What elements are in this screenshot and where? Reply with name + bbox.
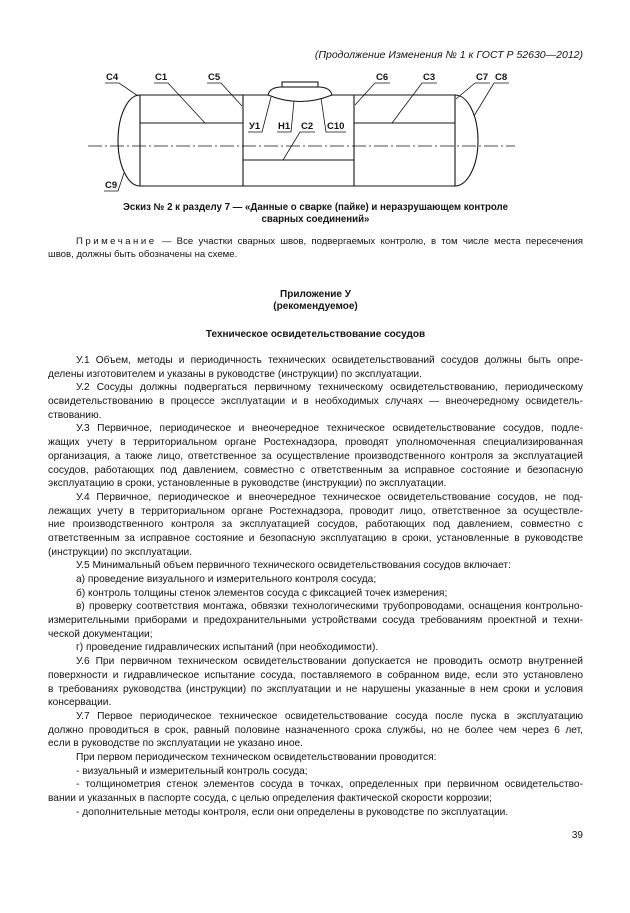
- paragraph: [48, 587, 583, 601]
- paragraph-line: г) проведение гидравлических испытаний (при необходимости).: [76, 642, 379, 654]
- paragraph-line: жащих учету в территориальном органе Ростехнадзора, проводят уполномоченная специализированная: [48, 437, 583, 449]
- paragraph-line: При первом периодическом техническом освидетельствовании проводится:: [76, 751, 437, 763]
- nozzle-flange: [282, 82, 318, 87]
- paragraph-line: делены изготовителем и указаны в руководстве (инструкции) по эксплуатации.: [48, 368, 422, 380]
- weld-label-c6: С6: [376, 72, 389, 83]
- paragraph-line: сосудов, работающих под давлением, совместно с ответственным за исправное состояние и безопасную: [48, 464, 583, 476]
- weld-label-c9: С9: [105, 180, 118, 191]
- appendix-heading: [48, 289, 583, 313]
- paragraph: [48, 655, 583, 710]
- leader-c3: [392, 83, 437, 123]
- paragraph-line: должно проводиться в срок, равный половине назначенного срока службы, но не более чем через 6 лет,: [48, 724, 583, 736]
- paragraph: [48, 491, 583, 559]
- note-label: Примечание: [76, 236, 157, 247]
- paragraph: [48, 381, 583, 422]
- appendix-label: Приложение У: [280, 289, 351, 300]
- paragraph-line: эксплуатацию в сроки, установленные в руководстве (инструкции) по эксплуатации.: [48, 478, 447, 490]
- paragraph-line: ствованию.: [48, 409, 102, 421]
- appendix-status: (рекомендуемое): [273, 301, 358, 312]
- paragraph-line: консервации.: [48, 697, 112, 709]
- paragraph: [48, 806, 583, 820]
- weld-label-c8: С8: [495, 72, 508, 83]
- paragraph: [48, 559, 583, 573]
- paragraph-line: б) контроль толщины стенок элементов сосуда с фиксацией точек измерения;: [76, 587, 448, 599]
- leader-c8: [474, 83, 509, 116]
- note-text: — Все участки сварных швов, подвергаемых контролю, в том числе места пересечения: [161, 236, 583, 247]
- right-head: [455, 95, 478, 186]
- paragraph-line: - толщинометрия стенок элементов сосуда в точках, определенных при первичном освидетельство-: [76, 779, 583, 791]
- paragraph: [48, 778, 583, 805]
- appendix-title: Техническое освидетельствование сосудов: [205, 329, 426, 340]
- paragraph: [48, 600, 583, 641]
- figure-note: [48, 236, 583, 261]
- nozzle-intersection-curve: [268, 95, 332, 102]
- paragraph-line: а) проведение визуального и измерительного контроля сосуда;: [76, 574, 377, 585]
- paragraph: [48, 765, 583, 779]
- paragraph-line: У.1 Объем, методы и периодичность технических освидетельствований сосудов должны быть опре-: [76, 355, 583, 366]
- paragraph: [48, 710, 583, 751]
- paragraph-line: У.4 Первичное, периодическое и внеочередное техническое освидетельствование сосудов, не под-: [76, 491, 583, 503]
- note-line: [48, 236, 583, 249]
- paragraph-line: У.7 Первое периодическое техническое освидетельствование сосуда после пуска в эксплуатацию: [76, 710, 583, 722]
- weld-label-n1: Н1: [278, 121, 291, 132]
- nozzle: [268, 82, 332, 102]
- vessel-weld-sketch: [0, 0, 630, 200]
- paragraph: [48, 641, 583, 655]
- paragraph-line: поверхности и гидравлическое испытание сосуда, поставляемого в собранном виде, если это установлено: [48, 669, 583, 681]
- weld-label-c5: С5: [208, 72, 221, 83]
- weld-label-c10: С10: [327, 121, 345, 132]
- paragraph-line: У.6 При первичном техническом освидетельствовании допускается не проводить осмотр внутренней: [76, 656, 583, 668]
- paragraph-line: У.2 Сосуды должны подвергаться первичному техническому освидетельствованию, периодическому: [76, 382, 583, 394]
- paragraph-line: ческой документации;: [48, 628, 153, 640]
- paragraph-line: У.5 Минимальный объем первичного технического освидетельствования сосудов включает:: [76, 560, 511, 572]
- nozzle-right-wall: [318, 87, 332, 95]
- paragraph-line: У.3 Первичное, периодическое и внеочередное техническое освидетельствование сосудов, подле-: [76, 423, 583, 435]
- weld-label-c7: С7: [476, 72, 489, 83]
- paragraph-line: вании и указанных в паспорте сосуда, с целью определения фактической скорости коррозии;: [48, 793, 492, 804]
- weld-label-c1: С1: [155, 72, 168, 83]
- caption-line: сварных соединений»: [261, 214, 370, 225]
- paragraph-line: ответственным за исправное состояние и безопасную эксплуатацию в сроки, установленные в руководстве: [48, 532, 583, 544]
- left-head: [118, 95, 140, 186]
- paragraph-line: в) проверку соответствия монтажа, обвязки технологическими трубопроводами, оснащения контрольно-: [76, 601, 583, 613]
- weld-label-c3: С3: [423, 72, 436, 83]
- leader-c1: [154, 83, 205, 123]
- paragraph: [48, 751, 583, 765]
- running-title: (Продолжение Изменения № 1 к ГОСТ Р 52630—2012): [314, 49, 583, 61]
- vessel-body: [118, 95, 478, 186]
- paragraph-line: измерительными приборами и предохранительными устройствами сосуда требованиям проектной и техни-: [48, 615, 583, 627]
- paragraph-line: если в руководстве по эксплуатации не указано иное.: [48, 738, 303, 750]
- paragraph-line: - дополнительные методы контроля, если они определены в руководстве по эксплуатации.: [76, 806, 509, 818]
- leader-c4: [105, 83, 138, 96]
- paragraph-line: лежащих учету в территориальном органе Ростехнадзора, проводит лицо, ответственное за осуществле-: [48, 505, 583, 517]
- paragraph-line: ние производственного контроля за эксплуатацией сосудов, работающих под давлением, совместно с: [48, 519, 583, 531]
- paragraph: [48, 354, 583, 381]
- paragraph-line: (инструкции) по эксплуатации.: [48, 546, 193, 558]
- figure-caption: [48, 202, 583, 226]
- paragraph-line: в требованиях руководства (инструкции) по эксплуатации и не нарушены указанные в нем сроки и условия: [48, 683, 583, 695]
- weld-label-c4: С4: [106, 72, 119, 83]
- page-number: 39: [571, 830, 583, 841]
- paragraph-line: освидетельствованию в процессе эксплуатации и в необходимых случаях — внеочередному освидетель-: [48, 396, 583, 408]
- leader-c6: [355, 83, 390, 105]
- paragraph: [48, 422, 583, 490]
- weld-label-u1: У1: [249, 121, 261, 132]
- caption-line: Эскиз № 2 к разделу 7 — «Данные о сварке (пайке) и неразрушающем контроле: [123, 202, 508, 213]
- body-text: [48, 354, 583, 819]
- paragraph-line: организация, а также лицо, ответственное за осуществление производственного контроля за эксплуатацией: [48, 450, 583, 462]
- note-line: швов, должны быть обозначены на схеме.: [48, 248, 238, 260]
- paragraph-line: - визуальный и измерительный контроль сосуда;: [76, 765, 308, 777]
- paragraph: [48, 573, 583, 587]
- nozzle-left-wall: [268, 87, 282, 95]
- weld-label-c2: С2: [301, 121, 314, 132]
